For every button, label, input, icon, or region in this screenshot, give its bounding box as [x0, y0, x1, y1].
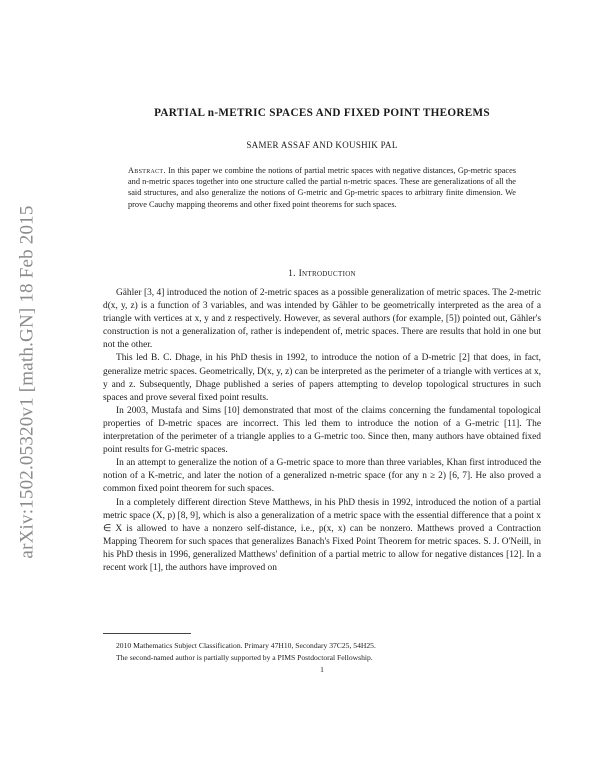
abstract-text: In this paper we combine the notions of partial metric spaces with negative distances, Gp-metric spaces and n-metric spaces together into one structure called the partial n-metric spaces. These are generalizations of all the said structures, and also generalize the notions of G-metric and Gp-metric spaces to arbitrary finite dimension. We prove Cauchy mapping theorems and other fixed point theorems for such spaces. [128, 166, 517, 209]
abstract [128, 165, 516, 210]
paragraph: In 2003, Mustafa and Sims [10] demonstrated that most of the claims concerning the fundamental topological properties of D-metric spaces are incorrect. This led them to introduce the notion of a G-metric [11]. The interpretation of the perimeter of a triangle applies to a G-metric too. Since then, many authors have obtained fixed point results for G-metric spaces. [103, 405, 541, 456]
page-number: 1 [320, 665, 324, 674]
footnotes [103, 640, 541, 664]
section-number: 1. [288, 268, 296, 279]
section-heading [103, 268, 541, 279]
body-text [103, 287, 541, 575]
paper-authors: SAMER ASSAF AND KOUSHIK PAL [246, 140, 398, 150]
paragraph: In a completely different direction Steve Matthews, in his PhD thesis in 1992, introduced the notion of a partial metric space (X, p) [8, 9], which is also a generalization of a metric space with the essential difference that a point x ∈ X is allowed to have a nonzero self-distance, i.e., p(x, x) can be nonzero. Matthews proved a Contraction Mapping Theorem for such spaces that generalizes Banach's Fixed Point Theorem for metric spaces. S. J. O'Neill, in his PhD thesis in 1996, generalized Matthews' definition of a partial metric to allow for negative distances [12]. In a recent work [1], the authors have improved on [103, 497, 541, 573]
arxiv-side-stamp [8, 172, 48, 592]
footnote-classification: 2010 Mathematics Subject Classification. Primary 47H10, Secondary 37C25, 54H25. [116, 641, 376, 650]
section-title: Introduction [298, 268, 356, 279]
paragraph: Gähler [3, 4] introduced the notion of 2-metric spaces as a possible generalization of metric spaces. The 2-metric d(x, y, z) is a function of 3 variables, and was intended by Gähler to be geometrically interpreted as the area of a triangle with vertices at x, y and z respectively. However, as several authors (for example, [5]) pointed out, Gähler's construction is not a generalization of, rather is independent of, metric spaces. There are results that hold in one but not the other. [103, 288, 541, 351]
paragraph: In an attempt to generalize the notion of a G-metric space to more than three variables, Khan first introduced the notion of a K-metric, and later the notion of a generalized n-metric space (for any n ≥ 2) [6, 7]. He also proved a common fixed point theorem for such spaces. [103, 458, 541, 495]
footnote-rule [103, 633, 191, 634]
paper-title: PARTIAL n-METRIC SPACES AND FIXED POINT THEOREMS [154, 107, 490, 119]
abstract-label: Abstract. [128, 166, 166, 175]
arxiv-identifier: arXiv:1502.05320v1 [math.GN] 18 Feb 2015 [17, 205, 39, 559]
footnote-funding: The second-named author is partially supported by a PIMS Postdoctoral Fellowship. [116, 653, 373, 662]
paragraph: This led B. C. Dhage, in his PhD thesis in 1992, to introduce the notion of a D-metric [2] that does, in fact, generalize metric spaces. Geometrically, D(x, y, z) can be interpreted as the perimeter of a triangle with vertices at x, y and z. Subsequently, Dhage published a series of papers attempting to develop topological structures in such spaces and prove several fixed point results. [103, 353, 541, 403]
